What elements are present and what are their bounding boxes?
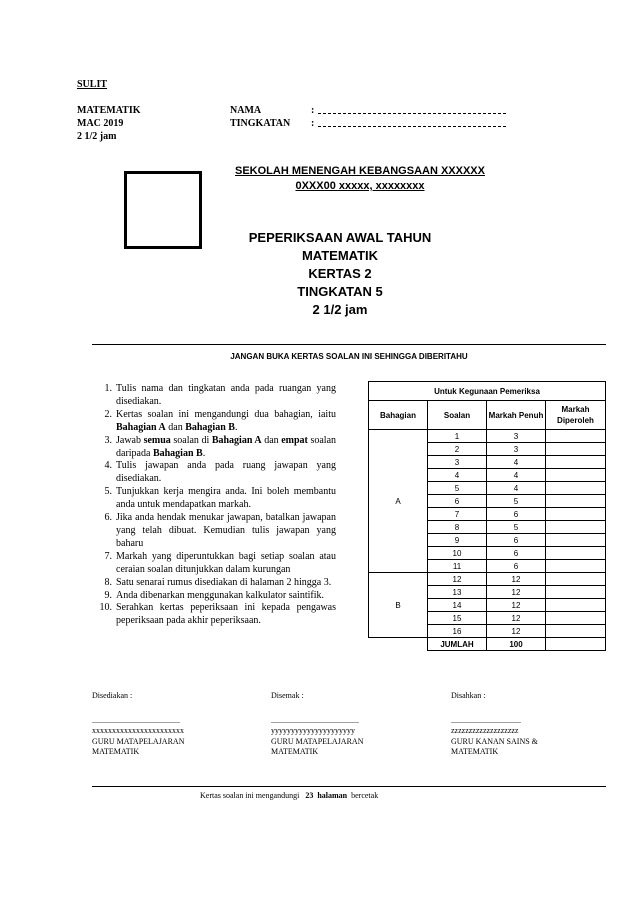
total-label: JUMLAH (428, 638, 487, 651)
obtained-marks-cell[interactable] (546, 534, 606, 547)
examiner-table (368, 381, 606, 651)
exam-title-line: KERTAS 2 (308, 266, 372, 281)
full-marks: 3 (487, 443, 546, 456)
obtained-marks-cell[interactable] (546, 573, 606, 586)
col-header: Soalan (428, 401, 487, 430)
obtained-marks-cell[interactable] (546, 443, 606, 456)
full-marks: 5 (487, 495, 546, 508)
prepared-by-block (92, 691, 262, 758)
school-address: 0XXX00 xxxxx, xxxxxxxx (295, 180, 425, 192)
full-marks: 6 (487, 508, 546, 521)
divider (92, 344, 606, 345)
full-marks: 6 (487, 560, 546, 573)
approved-label: Disahkan : (451, 691, 486, 700)
full-marks: 6 (487, 534, 546, 547)
obtained-marks-cell[interactable] (546, 599, 606, 612)
signature-line: ................................... (451, 715, 521, 725)
colon: : (311, 118, 315, 129)
total-obtained-cell[interactable] (546, 638, 606, 651)
table-caption: Untuk Kegunaan Pemeriksa (369, 382, 606, 401)
table-row (369, 573, 606, 586)
page-count: 23 (305, 791, 314, 800)
section-label: A (369, 430, 428, 573)
checked-role: GURU MATAPELAJARAN (271, 736, 364, 746)
level-label: TINGKATAN (230, 118, 291, 129)
duration: 2 1/2 jam (77, 131, 117, 142)
obtained-marks-cell[interactable] (546, 495, 606, 508)
instruction-item: 5. Tunjukkan kerja mengira anda. Ini boleh membantu anda untuk mendapatkan markah. (104, 486, 336, 511)
instruction-item: 6. Jika anda hendak menukar jawapan, batalkan jawapan yang telah dibuat. Kemudian tulis jawapan yang baharu (104, 512, 336, 549)
question-number: 11 (428, 560, 487, 573)
checked-label: Disemak : (271, 691, 304, 700)
instruction-item: 4. Tulis jawapan anda pada ruang jawapan yang disediakan. (104, 460, 336, 485)
question-number: 7 (428, 508, 487, 521)
question-number: 4 (428, 469, 487, 482)
question-number: 14 (428, 599, 487, 612)
prepared-role: GURU MATAPELAJARAN (92, 736, 185, 746)
question-number: 16 (428, 625, 487, 638)
paper-info (77, 104, 141, 143)
exam-date: MAC 2019 (77, 118, 124, 129)
full-marks: 6 (487, 547, 546, 560)
obtained-marks-cell[interactable] (546, 586, 606, 599)
approved-name: zzzzzzzzzzzzzzzzzzz (451, 726, 519, 735)
obtained-marks-cell[interactable] (546, 625, 606, 638)
subject: MATEMATIK (77, 105, 141, 116)
section-a-rows (369, 430, 606, 573)
full-marks: 12 (487, 612, 546, 625)
divider (92, 786, 606, 787)
instruction-item: 7. Markah yang diperuntukkan bagi setiap soalan atau ceraian soalan ditunjukkan dalam kurungan (104, 550, 336, 575)
prepared-role: MATEMATIK (92, 747, 140, 756)
obtained-marks-cell[interactable] (546, 547, 606, 560)
obtained-marks-cell[interactable] (546, 456, 606, 469)
obtained-marks-cell[interactable] (546, 560, 606, 573)
instruction-item: 9. Anda dibenarkan menggunakan kalkulator saintifik. (104, 589, 324, 601)
question-number: 15 (428, 612, 487, 625)
colon: : (311, 105, 315, 116)
obtained-marks-cell[interactable] (546, 469, 606, 482)
name-label: NAMA (230, 105, 262, 116)
question-number: 6 (428, 495, 487, 508)
exam-title (180, 229, 500, 319)
question-number: 10 (428, 547, 487, 560)
full-marks: 12 (487, 625, 546, 638)
school-block (200, 164, 520, 194)
instruction-item: 3. Jawab semua soalan di Bahagian A dan empat soalan daripada Bahagian B. (104, 434, 337, 459)
question-number: 13 (428, 586, 487, 599)
question-number: 5 (428, 482, 487, 495)
total-row (369, 638, 606, 651)
prepared-name: xxxxxxxxxxxxxxxxxxxxxxx (92, 726, 184, 735)
colons (311, 104, 314, 130)
signature-line: ............................................ (92, 715, 180, 725)
question-number: 9 (428, 534, 487, 547)
full-marks: 4 (487, 482, 546, 495)
col-header: Markah Diperoleh (546, 401, 606, 430)
full-marks: 12 (487, 573, 546, 586)
instruction-item: 10. Serahkan kertas peperiksaan ini kepada pengawas peperiksaan pada akhir peperiksaan. (99, 602, 336, 627)
question-number: 1 (428, 430, 487, 443)
level-field-line[interactable] (318, 126, 506, 127)
obtained-marks-cell[interactable] (546, 508, 606, 521)
full-marks: 12 (487, 599, 546, 612)
table-row (369, 430, 606, 443)
checked-role: MATEMATIK (271, 747, 319, 756)
sulit-label: SULIT (77, 79, 108, 90)
signature-line: ............................................ (271, 715, 359, 725)
instructions-list (92, 383, 336, 628)
obtained-marks-cell[interactable] (546, 521, 606, 534)
exam-title-line: TINGKATAN 5 (297, 284, 383, 299)
page-word: halaman (317, 791, 348, 800)
checked-name: yyyyyyyyyyyyyyyyyyyyy (271, 726, 355, 735)
total-value: 100 (487, 638, 546, 651)
col-header: Markah Penuh (487, 401, 546, 430)
question-number: 2 (428, 443, 487, 456)
exam-title-line: MATEMATIK (301, 248, 379, 263)
exam-title-line: 2 1/2 jam (312, 302, 368, 317)
question-number: 3 (428, 456, 487, 469)
instruction-item: 8. Satu senarai rumus disediakan di halaman 2 hingga 3. (104, 576, 332, 588)
instruction-item: 1. Tulis nama dan tingkatan anda pada ruangan yang disediakan. (104, 383, 336, 407)
full-marks: 4 (487, 456, 546, 469)
section-b-rows (369, 573, 606, 638)
obtained-marks-cell[interactable] (546, 612, 606, 625)
full-marks: 12 (487, 586, 546, 599)
full-marks: 3 (487, 430, 546, 443)
section-label: B (369, 573, 428, 638)
approved-role: MATEMATIK (451, 747, 499, 756)
approved-by-block (451, 691, 601, 758)
obtained-marks-cell[interactable] (546, 430, 606, 443)
name-field-line[interactable] (318, 113, 506, 114)
page-count-note: Kertas soalan ini mengandungi 23 halaman bercetak (200, 791, 379, 800)
question-number: 12 (428, 573, 487, 586)
warning-text: JANGAN BUKA KERTAS SOALAN INI SEHINGGA DIBERITAHU (230, 352, 468, 361)
full-marks: 5 (487, 521, 546, 534)
checked-by-block (271, 691, 441, 758)
full-marks: 4 (487, 469, 546, 482)
student-field-labels (230, 104, 290, 130)
obtained-marks-cell[interactable] (546, 482, 606, 495)
instruction-item: 2. Kertas soalan ini mengandungi dua bahagian, iaitu Bahagian A dan Bahagian B. (104, 408, 336, 433)
col-header: Bahagian (369, 401, 428, 430)
exam-title-line: PEPERIKSAAN AWAL TAHUN (248, 230, 432, 245)
approved-role: GURU KANAN SAINS & (451, 736, 538, 746)
prepared-label: Disediakan : (92, 691, 133, 700)
question-number: 8 (428, 521, 487, 534)
school-name: SEKOLAH MENENGAH KEBANGSAAN XXXXXX (235, 165, 485, 177)
